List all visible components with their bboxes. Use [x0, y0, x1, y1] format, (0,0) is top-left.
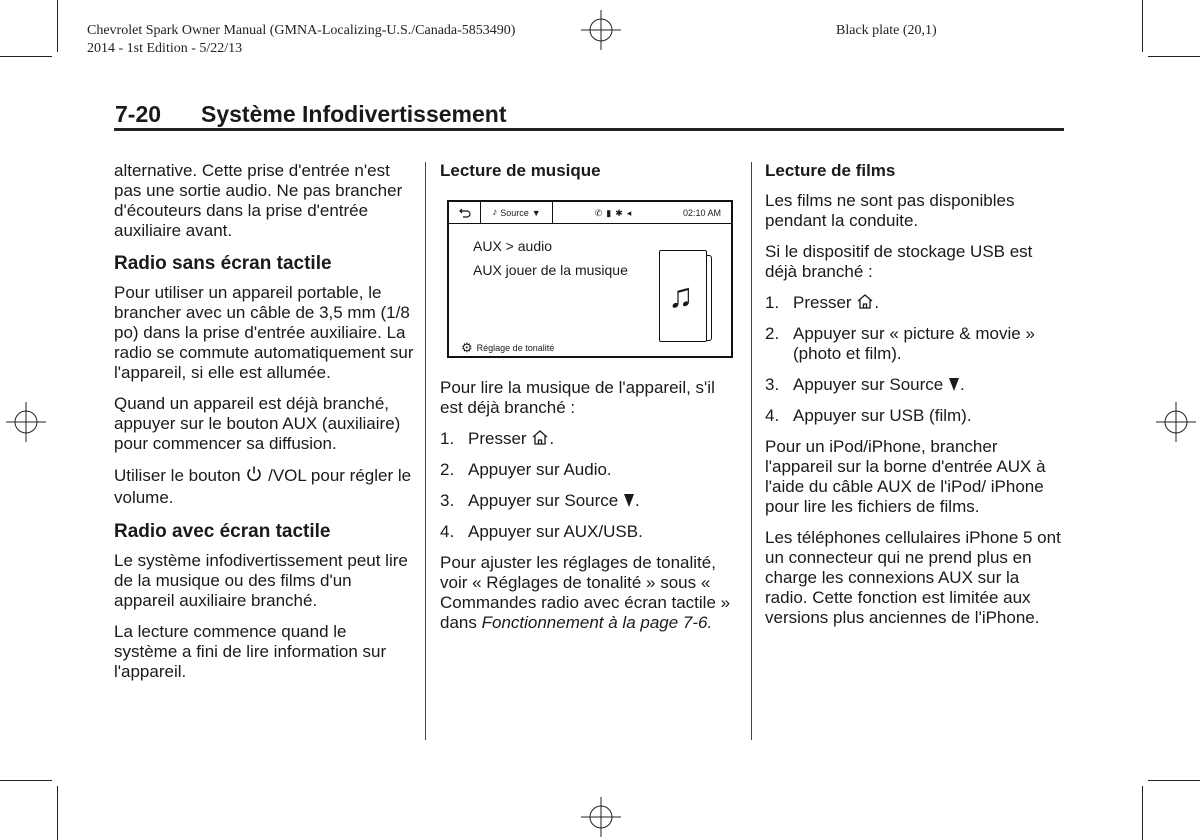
header-line-2: 2014 - 1st Edition - 5/22/13 [87, 41, 243, 56]
title-rule [114, 128, 1064, 131]
paragraph: Le système infodivertissement peut lire de la musique ou des films d'un appareil auxiliaire branché. [114, 551, 408, 610]
bluetooth-icon: ✱ [615, 207, 623, 218]
registration-mark-top [581, 10, 621, 50]
subheading: Lecture de musique [440, 161, 601, 180]
source-label: Source [500, 207, 529, 218]
paragraph: Pour un iPod/iPhone, brancher l'appareil sur la borne d'entrée AUX à l'aide du câble AUX de l'iPod/ iPhone pour lire les fichiers de films. [765, 437, 1046, 516]
tone-label: Réglage de tonalité [476, 343, 555, 353]
triangle-down-icon [948, 376, 960, 392]
list-item [440, 522, 736, 542]
step-number: 4. [765, 406, 780, 425]
triangle-down-icon [623, 492, 635, 508]
crop-mark [1142, 0, 1143, 52]
step-text: Appuyer sur « picture & movie » (photo et film). [793, 324, 1035, 363]
screen-top-bar [449, 202, 731, 224]
text: Utiliser le bouton [114, 466, 241, 485]
paragraph: Pour utiliser un appareil portable, le brancher avec un câble de 3,5 mm (1/8 po) dans la prise d'entrée auxiliaire. La radio se commute automatiquement sur l'appareil, si elle est allumée. [114, 283, 414, 382]
crop-mark [1142, 786, 1143, 840]
power-icon [245, 465, 263, 483]
music-note-icon: ♪ [492, 206, 498, 218]
registration-mark-left [6, 402, 46, 442]
subheading: Radio avec écran tactile [114, 521, 331, 542]
radio-screen-illustration [447, 200, 733, 358]
paragraph: Si le dispositif de stockage USB est déjà branché : [765, 242, 1033, 281]
column-divider [751, 162, 752, 740]
step-text: Appuyer sur USB (film). [793, 406, 972, 425]
step-text: Presser [468, 429, 527, 448]
step-number: 4. [440, 522, 455, 541]
page-title [115, 101, 507, 128]
column-2 [440, 161, 736, 644]
status-icons [553, 203, 673, 223]
album-art [659, 250, 707, 342]
paragraph: Les films ne sont pas disponibles pendant la conduite. [765, 191, 1015, 230]
registration-mark-right [1156, 402, 1196, 442]
crop-mark [57, 786, 58, 840]
list-item: 3. Appuyer sur Source . [765, 375, 965, 394]
crop-mark [0, 56, 52, 57]
column-3 [765, 161, 1065, 639]
paragraph: La lecture commence quand le système a fini de lire information sur l'appareil. [114, 622, 387, 681]
crop-mark [1148, 56, 1200, 57]
list-item: 3. Appuyer sur Source . [440, 491, 640, 510]
column-divider [425, 162, 426, 740]
header-line-1: Chevrolet Spark Owner Manual (GMNA-Localizing-U.S./Canada-5853490) [87, 23, 516, 38]
crop-mark [0, 780, 52, 781]
paragraph: Quand un appareil est déjà branché, appuyer sur le bouton AUX (auxiliaire) pour commencer sa diffusion. [114, 394, 401, 453]
phone-icon: ✆ [594, 207, 603, 218]
text: Pour ajuster les réglages de tonalité, voir « Réglages de tonalité » sous « Commandes radio avec écran tactile » dans [440, 553, 731, 632]
list-item [440, 460, 736, 480]
paragraph [440, 553, 736, 633]
step-number: 1. [765, 293, 780, 312]
paragraph: Les téléphones cellulaires iPhone 5 ont un connecteur qui ne prend plus en charge les connexions AUX sur la radio. Cette fonction est limitée aux versions plus anciennes de l'iPhone. [765, 528, 1061, 627]
section-title: Système Infodivertissement [201, 101, 507, 127]
step-number: 1. [440, 429, 455, 448]
step-text: Appuyer sur Source [793, 375, 944, 394]
steps-list [765, 293, 1065, 426]
home-icon [856, 293, 874, 310]
screen-line: AUX > audio [473, 238, 552, 254]
step-number: 3. [440, 491, 455, 510]
step-text: Appuyer sur Audio. [468, 460, 612, 479]
paragraph: alternative. Cette prise d'entrée n'est pas une sortie audio. Ne pas brancher d'écouteurs dans la prise d'entrée auxiliaire avant. [114, 161, 403, 240]
print-header [87, 22, 515, 58]
list-item: 1. Presser . [765, 293, 880, 312]
step-text: Presser [793, 293, 852, 312]
step-number: 3. [765, 375, 780, 394]
signal-icon: ▮ [606, 207, 612, 218]
back-icon [459, 208, 471, 218]
chevron-down-icon: ▼ [531, 207, 541, 218]
crop-mark [1148, 780, 1200, 781]
column-1 [114, 161, 414, 693]
step-text: Appuyer sur AUX/USB. [468, 522, 643, 541]
screen-line: AUX jouer de la musique [473, 262, 628, 278]
music-note-icon: ♫ [668, 277, 694, 315]
clock: 02:10 AM [682, 207, 722, 218]
subheading: Lecture de films [765, 161, 896, 180]
paragraph [114, 465, 414, 509]
list-item: 1. Presser . [440, 429, 555, 448]
cross-reference: Fonctionnement à la page 7-6. [481, 613, 713, 632]
back-button [449, 202, 481, 223]
step-number: 2. [440, 460, 455, 479]
paragraph: Pour lire la musique de l'appareil, s'il est déjà branché : [440, 378, 715, 417]
step-text: Appuyer sur Source [468, 491, 619, 510]
source-button [481, 202, 553, 223]
step-number: 2. [765, 324, 780, 343]
plate-label: Black plate (20,1) [836, 23, 937, 38]
steps-list [440, 429, 736, 542]
crop-mark [57, 0, 58, 52]
registration-mark-bottom [581, 797, 621, 837]
list-item [765, 406, 1065, 426]
text: /VOL pour régler le volume. [114, 466, 412, 507]
speaker-icon: ◂ [626, 207, 632, 218]
page-number: 7-20 [115, 101, 162, 127]
home-icon [531, 429, 549, 446]
equalizer-icon: ⚙ [461, 340, 473, 355]
tone-settings-button [461, 338, 554, 358]
list-item [765, 324, 1065, 364]
subheading: Radio sans écran tactile [114, 253, 332, 274]
